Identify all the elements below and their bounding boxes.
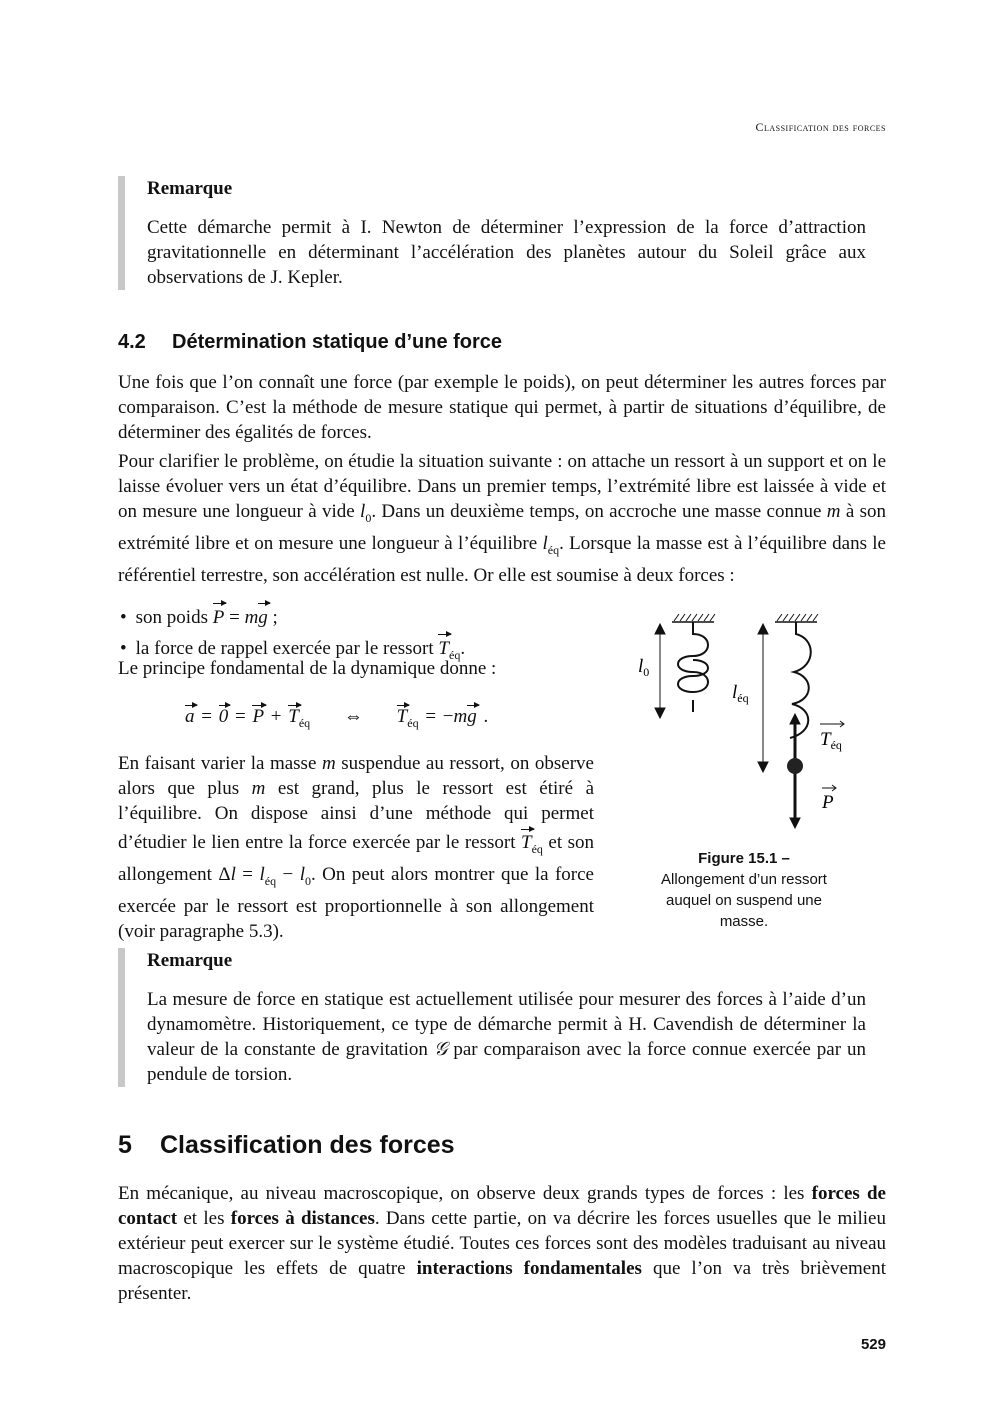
text-run: −	[276, 863, 300, 885]
remark-title: Remarque	[147, 178, 233, 199]
weight-arrow	[790, 766, 800, 828]
length-arrow-leq	[758, 624, 768, 772]
vector-letter: a	[185, 702, 195, 728]
mass-ball	[787, 758, 803, 774]
text-run: ⇔	[310, 706, 397, 727]
text-run: =	[235, 863, 260, 885]
math-letter: m	[251, 778, 266, 799]
text-run: est grand, plus le ressort est étiré à l’équilibre. On dispose ainsi d’une méthode qui permet d’étudier le lien entre la force exercée par le ressort	[118, 778, 594, 853]
text-run: =	[194, 706, 219, 727]
vector-symbol	[219, 706, 229, 727]
subscript: 0	[365, 510, 372, 525]
paragraph	[118, 751, 594, 944]
label-P	[821, 785, 836, 813]
text-run: . Lorsque la masse est à l’équilibre dans le référentiel terrestre, son accélération est nulle. Or elle est soumise à deux forces :	[118, 532, 886, 586]
support-hatch-left	[672, 614, 715, 622]
text-run: . Dans cette partie, on va décrire les forces usuelles que le milieu extérieur peut exercer sur le système étudié. Toutes ces forces sont des modèles traduisant au niveau macroscopique les effets de quatre	[118, 1208, 886, 1279]
text-run: que l’on va très brièvement présenter.	[118, 1258, 886, 1304]
math-letter: l	[299, 863, 305, 885]
text-run: .	[476, 706, 489, 727]
text-run: Le principe fondamental de la dynamique donne :	[118, 658, 497, 679]
subscript: éq	[449, 647, 461, 662]
bold-term: forces à distances	[230, 1208, 375, 1229]
text-run: Une fois que l’on connaît une force (par exemple le poids), on peut déterminer les autres forces par comparaison. C’est la méthode de mesure statique qui permet, à partir de situations d’équilibre, de déterminer des égalités de forces.	[118, 372, 886, 443]
support-hatch-right	[775, 614, 818, 622]
text-run: . Dans un deuxième temps, on accroche une masse connue	[371, 501, 827, 522]
math-letter: 𝒢	[433, 1039, 448, 1060]
text-run: .	[460, 638, 466, 659]
math-symbol	[322, 753, 336, 774]
section-title: Détermination statique d’une force	[172, 331, 503, 353]
text-run: Pour clarifier le problème, on étudie la situation suivante : on attache un ressort à un support et on le laisse évoluer vers un état d’équilibre. Dans un premier temps, l’extrémité libre est laissée à vide et on mesure une longueur à vide	[118, 451, 886, 522]
math-letter: m	[453, 706, 468, 727]
section-heading-5	[118, 1131, 455, 1160]
text-run: par comparaison avec la force connue exercée par un pendule de torsion.	[147, 1039, 866, 1085]
vector-symbol	[467, 706, 477, 727]
figure-caption-text: Allongement d’un ressort auquel on suspend une masse.	[661, 871, 827, 930]
label-leq: $l_{éq}$	[732, 682, 749, 705]
subscript: éq	[531, 841, 543, 856]
text-run: . On peut alors montrer que la force exercée par le ressort est proportionnelle à son allongement (voir paragraphe 5.3).	[118, 863, 594, 942]
text-run: = −	[418, 706, 454, 727]
math-symbol	[252, 778, 266, 799]
spring-unloaded	[678, 622, 708, 712]
section-number: 4.2	[118, 331, 146, 353]
remark-text	[147, 215, 866, 290]
paragraph	[118, 370, 886, 445]
vector-symbol	[252, 706, 264, 727]
svg-text:P: P	[822, 792, 834, 813]
spring-figure	[620, 600, 880, 840]
math-symbol	[245, 607, 259, 628]
math-letter: m	[244, 607, 259, 628]
math-symbol	[360, 501, 372, 525]
text-run: En faisant varier la masse	[118, 753, 322, 774]
running-header: Classification des forces	[755, 120, 886, 134]
vector-letter: P	[213, 600, 225, 631]
vector-symbol	[288, 706, 311, 730]
vector-symbol	[213, 607, 225, 628]
vector-letter: T	[397, 702, 408, 728]
paragraph	[118, 1181, 886, 1306]
vector-symbol	[396, 706, 419, 730]
math-letter: m	[826, 501, 841, 522]
subscript: éq	[264, 873, 277, 888]
section-title: Classification des forces	[160, 1131, 455, 1159]
text-run: +	[264, 706, 289, 727]
math-symbol	[542, 532, 560, 557]
text-run: son poids	[135, 607, 213, 628]
text-run: ;	[267, 607, 278, 628]
vector-symbol	[185, 706, 195, 727]
vector-symbol	[258, 607, 268, 628]
figure-caption-title: Figure 15.1 –	[698, 850, 790, 867]
length-arrow-l0	[655, 624, 665, 718]
paragraph	[118, 449, 886, 588]
figure-caption	[624, 848, 864, 932]
math-letter: m	[321, 753, 336, 774]
text-run: et son allongement Δ	[118, 832, 595, 885]
remark-box	[118, 176, 866, 290]
math-symbol	[299, 863, 311, 888]
text-run: =	[224, 607, 245, 628]
bold-term: interactions fondamentales	[416, 1258, 642, 1279]
text-run: Cette démarche permit à I. Newton de déterminer l’expression de la force d’attraction gravitationnelle en déterminant l’accélération des planètes autour du Soleil grâce aux observations de J. Kepler.	[147, 217, 866, 288]
math-symbol	[827, 501, 841, 522]
section-heading-4-2	[118, 331, 502, 354]
vector-letter: g	[258, 600, 268, 631]
vector-letter: T	[288, 702, 299, 728]
svg-text:Téq: $T_{éq}$	[820, 729, 842, 752]
vector-letter: g	[467, 702, 477, 728]
paragraph	[118, 656, 496, 681]
text-run: La mesure de force en statique est actuellement utilisée pour mesurer des forces à l’aide d’un dynamomètre. Historiquement, ce type de démarche permit à H. Cavendish de déterminer la valeur de la constante de gravitation	[147, 989, 866, 1060]
math-symbol	[434, 1039, 448, 1060]
subscript: éq	[298, 715, 311, 730]
vector-symbol	[521, 832, 543, 856]
vector-letter: P	[252, 702, 264, 728]
remark-title: Remarque	[147, 950, 233, 971]
list-item	[120, 600, 465, 631]
equation	[185, 702, 488, 731]
text-run: suspendue au ressort, on observe alors que plus	[118, 753, 594, 799]
text-run: =	[228, 706, 253, 727]
label-l0: $l_0$	[638, 656, 650, 679]
text-run: la force de rappel exercée par le ressort	[135, 638, 439, 659]
math-symbol	[259, 863, 277, 888]
vector-letter: T	[521, 826, 532, 855]
page-number: 529	[860, 1336, 886, 1353]
remark-text	[147, 987, 866, 1087]
text-run: et les	[177, 1208, 231, 1229]
vector-letter: T	[438, 631, 449, 662]
math-letter: l	[259, 863, 265, 885]
text-run: En mécanique, au niveau macroscopique, on observe deux grands types de forces : les	[118, 1183, 812, 1204]
subscript: éq	[407, 715, 419, 730]
label-T-eq	[820, 721, 844, 752]
subscript: éq	[547, 542, 560, 557]
subscript: 0	[304, 873, 311, 888]
math-letter: l	[230, 863, 236, 885]
remark-box	[118, 948, 866, 1087]
math-letter: l	[542, 532, 548, 554]
bold-term: forces de contact	[118, 1183, 886, 1229]
math-letter: l	[360, 501, 366, 522]
vector-letter: 0	[219, 702, 229, 728]
math-symbol	[454, 706, 468, 727]
section-number: 5	[118, 1131, 132, 1159]
text-run: à son extrémité libre et on mesure une longueur à l’équilibre	[118, 501, 887, 554]
